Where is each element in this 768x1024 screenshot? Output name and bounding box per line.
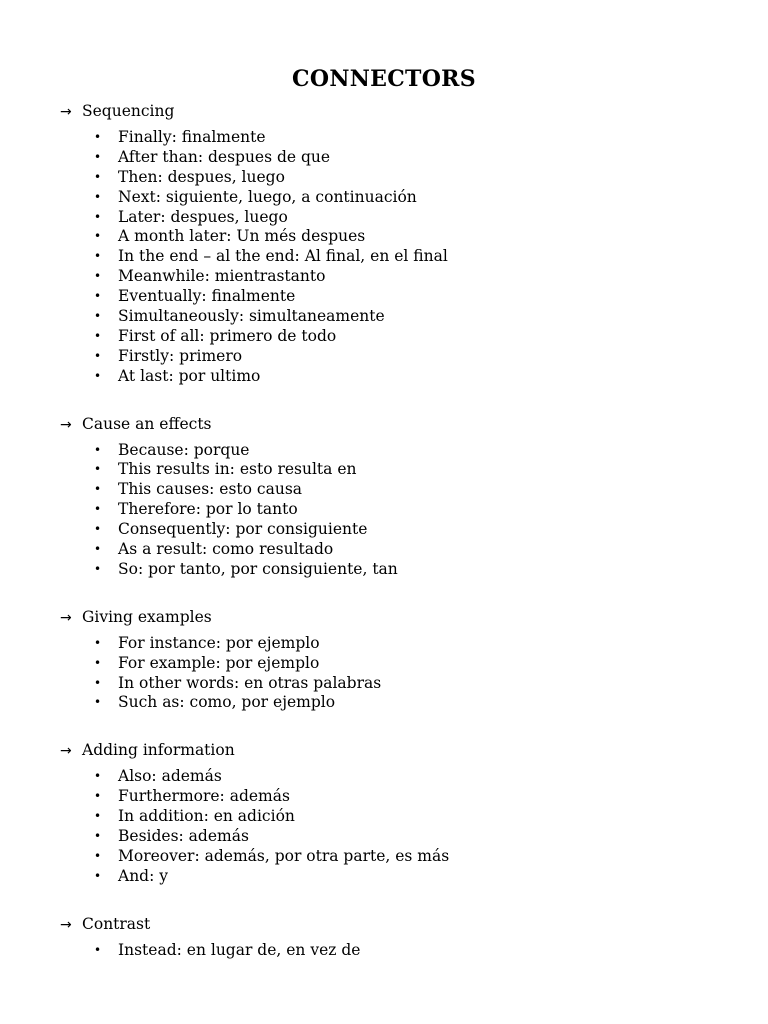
list-item — [0, 560, 768, 580]
list-item — [0, 941, 768, 961]
list-item-text: A month later: Un més despues — [118, 227, 366, 246]
list-item — [0, 208, 768, 228]
bullet-icon: • — [94, 809, 102, 824]
list-item-text: Furthermore: además — [118, 787, 290, 806]
list-item-text: Firstly: primero — [118, 346, 243, 365]
bullet-icon: • — [94, 542, 102, 557]
list-item — [0, 500, 768, 520]
list-item — [0, 787, 768, 807]
bullet-icon: • — [94, 635, 102, 650]
bullet-icon: • — [94, 189, 102, 204]
list-item — [0, 148, 768, 168]
bullet-icon: • — [94, 502, 102, 517]
bullet-list — [0, 441, 768, 580]
arrow-right-icon: → — [60, 609, 72, 626]
bullet-list — [0, 941, 768, 961]
list-item-text: At last: por ultimo — [118, 366, 261, 385]
section-heading-label: Cause an effects — [82, 414, 212, 433]
list-item — [0, 867, 768, 887]
bullet-icon: • — [94, 209, 102, 224]
bullet-icon: • — [94, 309, 102, 324]
section-4 — [0, 913, 768, 961]
list-item — [0, 827, 768, 847]
bullet-icon: • — [94, 249, 102, 264]
bullet-list — [0, 634, 768, 714]
page-title: CONNECTORS — [292, 66, 476, 92]
bullet-icon: • — [94, 348, 102, 363]
bullet-icon: • — [94, 695, 102, 710]
bullet-icon: • — [94, 462, 102, 477]
bullet-icon: • — [94, 675, 102, 690]
list-item-text: Consequently: por consiguiente — [118, 520, 368, 539]
list-item-text: Then: despues, luego — [118, 167, 285, 186]
list-item-text: Therefore: por lo tanto — [118, 500, 298, 519]
list-item-text: Because: porque — [118, 440, 250, 459]
list-item-text: This causes: esto causa — [118, 480, 303, 499]
connectors-list — [0, 100, 768, 961]
section-heading — [60, 739, 768, 761]
list-item-text: Also: además — [118, 767, 222, 786]
section-spacer — [0, 580, 768, 606]
section-spacer — [0, 387, 768, 413]
list-item-text: This results in: esto resulta en — [118, 460, 357, 479]
list-item — [0, 307, 768, 327]
list-item-text: Besides: además — [118, 827, 249, 846]
list-item-text: So: por tanto, por consiguiente, tan — [118, 559, 398, 578]
list-item — [0, 674, 768, 694]
list-item-text: Moreover: además, por otra parte, es más — [118, 846, 450, 865]
list-item-text: Such as: como, por ejemplo — [118, 693, 336, 712]
list-item — [0, 807, 768, 827]
list-item — [0, 188, 768, 208]
arrow-right-icon: → — [60, 916, 72, 933]
arrow-right-icon: → — [60, 104, 72, 120]
list-item-text: In the end – al the end: Al final, en el final — [118, 247, 448, 266]
list-item — [0, 460, 768, 480]
bullet-icon: • — [94, 522, 102, 537]
bullet-icon: • — [94, 482, 102, 497]
list-item — [0, 367, 768, 387]
list-item — [0, 767, 768, 787]
section-heading — [60, 100, 768, 122]
list-item-text: After than: despues de que — [118, 147, 331, 166]
bullet-icon: • — [94, 289, 102, 304]
list-item — [0, 128, 768, 148]
bullet-icon: • — [94, 561, 102, 576]
list-item-text: Later: despues, luego — [118, 207, 288, 226]
section-heading-label: Sequencing — [82, 102, 175, 120]
section-spacer — [0, 713, 768, 739]
bullet-icon: • — [94, 269, 102, 284]
list-item-text: Next: siguiente, luego, a continuación — [118, 187, 417, 206]
bullet-icon: • — [94, 169, 102, 184]
list-item-text: Instead: en lugar de, en vez de — [118, 940, 361, 959]
section-heading — [60, 413, 768, 435]
section-heading — [60, 606, 768, 628]
arrow-right-icon: → — [60, 416, 72, 433]
list-item — [0, 327, 768, 347]
list-item-text: For instance: por ejemplo — [118, 633, 320, 652]
list-item — [0, 347, 768, 367]
section-heading-label: Giving examples — [82, 607, 212, 626]
list-item-text: As a result: como resultado — [118, 540, 334, 559]
list-item — [0, 227, 768, 247]
list-item-text: And: y — [118, 866, 169, 885]
list-item-text: Eventually: finalmente — [118, 287, 296, 306]
list-item-text: For example: por ejemplo — [118, 653, 320, 672]
bullet-icon: • — [94, 130, 102, 144]
bullet-icon: • — [94, 229, 102, 244]
section-heading-label: Contrast — [82, 914, 151, 933]
section-1 — [0, 413, 768, 606]
bullet-icon: • — [94, 149, 102, 164]
bullet-list — [0, 128, 768, 387]
list-item — [0, 634, 768, 654]
bullet-icon: • — [94, 848, 102, 863]
section-2 — [0, 606, 768, 740]
list-item-text: Finally: finalmente — [118, 128, 266, 146]
list-item-text: In addition: en adición — [118, 807, 295, 826]
list-item — [0, 540, 768, 560]
list-item — [0, 654, 768, 674]
list-item-text: In other words: en otras palabras — [118, 673, 382, 692]
bullet-icon: • — [94, 829, 102, 844]
list-item — [0, 441, 768, 461]
list-item — [0, 847, 768, 867]
bullet-icon: • — [94, 868, 102, 883]
bullet-icon: • — [94, 769, 102, 784]
list-item-text: Meanwhile: mientrastanto — [118, 267, 326, 286]
list-item — [0, 247, 768, 267]
section-0 — [0, 100, 768, 413]
section-3 — [0, 739, 768, 912]
list-item-text: First of all: primero de todo — [118, 326, 337, 345]
bullet-icon: • — [94, 789, 102, 804]
section-spacer — [0, 887, 768, 913]
bullet-icon: • — [94, 655, 102, 670]
list-item — [0, 520, 768, 540]
list-item — [0, 267, 768, 287]
list-item — [0, 693, 768, 713]
list-item-text: Simultaneously: simultaneamente — [118, 307, 385, 326]
arrow-right-icon: → — [60, 743, 72, 760]
list-item — [0, 480, 768, 500]
section-heading — [60, 913, 768, 935]
bullet-icon: • — [94, 442, 102, 457]
bullet-icon: • — [94, 328, 102, 343]
bullet-list — [0, 767, 768, 886]
section-heading-label: Adding information — [82, 741, 235, 760]
bullet-icon: • — [94, 368, 102, 383]
list-item — [0, 168, 768, 188]
list-item — [0, 287, 768, 307]
bullet-icon: • — [94, 942, 102, 957]
